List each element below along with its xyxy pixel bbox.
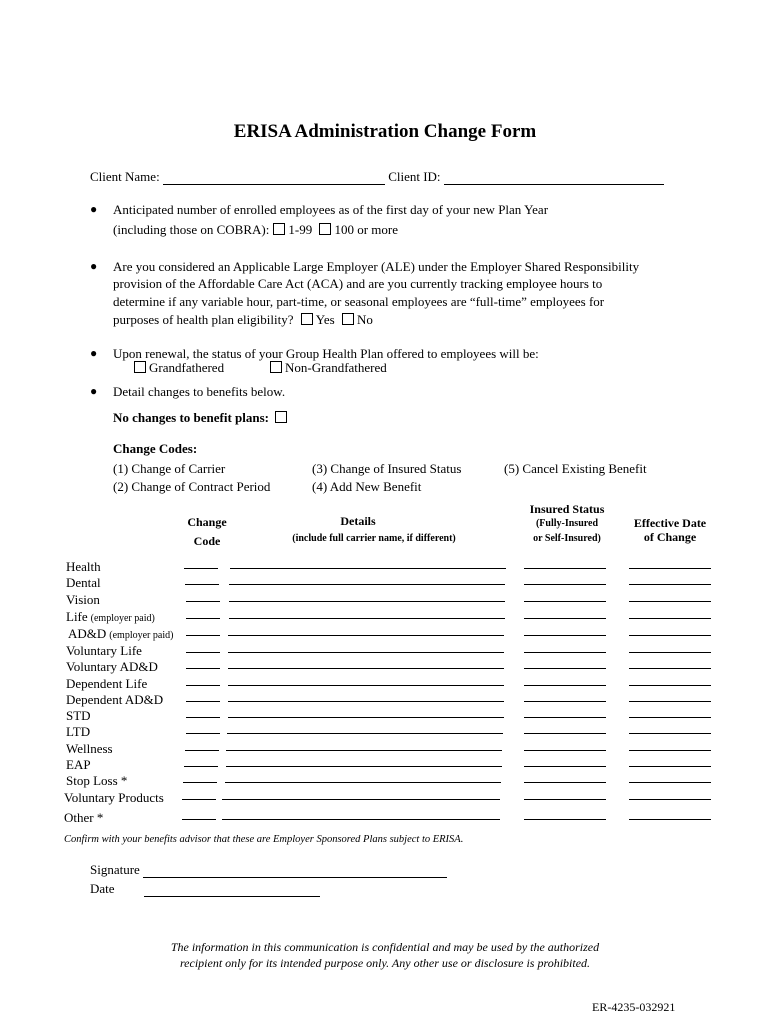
row-label: [66, 676, 147, 692]
change-code-field[interactable]: [182, 799, 216, 800]
effective-date-field[interactable]: [629, 618, 711, 619]
insured-status-field[interactable]: [524, 635, 606, 636]
checkbox-grandfathered[interactable]: [134, 361, 146, 373]
change-code-field[interactable]: [186, 733, 220, 734]
row-label-text: Voluntary Products: [64, 790, 164, 805]
effective-date-field[interactable]: [629, 701, 711, 702]
effective-date-field[interactable]: [629, 685, 711, 686]
row-label-text: EAP: [66, 757, 91, 772]
bullet-icon: ●: [90, 259, 98, 273]
col-insured-sub-2: or Self-Insured): [533, 533, 601, 544]
checkbox-ale-no[interactable]: [342, 313, 354, 325]
effective-date-field[interactable]: [629, 733, 711, 734]
no-changes-label: No changes to benefit plans:: [113, 410, 270, 425]
details-field[interactable]: [225, 782, 501, 783]
row-label: [66, 643, 142, 659]
signature-field[interactable]: [143, 865, 447, 878]
q3-opt2-label: Non-Grandfathered: [285, 360, 387, 375]
client-id-field[interactable]: [444, 172, 664, 185]
client-name-label: Client Name:: [90, 169, 160, 184]
details-field[interactable]: [229, 601, 505, 602]
checkbox-ale-yes[interactable]: [301, 313, 313, 325]
details-field[interactable]: [222, 799, 500, 800]
q3-opt2-row: [270, 360, 387, 376]
q1-line2: (including those on COBRA):: [113, 222, 270, 237]
change-code-field[interactable]: [186, 601, 220, 602]
disclaimer-line-1: The information in this communication is confidential and may be used by the authorized: [170, 940, 600, 954]
insured-status-field[interactable]: [524, 685, 606, 686]
insured-status-field[interactable]: [524, 819, 606, 820]
change-code-field[interactable]: [186, 701, 220, 702]
client-id-label: Client ID:: [388, 169, 441, 184]
row-label-text: LTD: [66, 724, 91, 739]
q4-line1: Detail changes to benefits below.: [113, 384, 286, 399]
row-label-text: Dental: [66, 575, 101, 590]
change-code-field[interactable]: [186, 652, 220, 653]
code-2: (2) Change of Contract Period: [113, 479, 271, 494]
row-label: [66, 708, 91, 724]
date-row: [90, 881, 320, 897]
change-code-field[interactable]: [186, 685, 220, 686]
signature-label: Signature: [90, 862, 140, 877]
details-field[interactable]: [230, 568, 506, 569]
effective-date-field[interactable]: [629, 819, 711, 820]
col-change-header-1: Change: [187, 515, 227, 529]
row-label-note: (employer paid): [90, 613, 155, 624]
row-label-note: (employer paid): [109, 630, 174, 641]
change-code-field[interactable]: [186, 618, 220, 619]
code-4: (4) Add New Benefit: [312, 479, 422, 494]
q3-opt1-row: [134, 360, 224, 376]
client-row: [90, 169, 664, 185]
insured-status-field[interactable]: [524, 618, 606, 619]
effective-date-field[interactable]: [629, 668, 711, 669]
insured-status-field[interactable]: [524, 717, 606, 718]
row-label-text: Stop Loss *: [66, 773, 128, 788]
client-name-field[interactable]: [163, 172, 385, 185]
effective-date-field[interactable]: [629, 635, 711, 636]
effective-date-field[interactable]: [629, 584, 711, 585]
change-code-field[interactable]: [185, 584, 219, 585]
insured-status-field[interactable]: [524, 668, 606, 669]
row-label-text: Vision: [66, 592, 100, 607]
checkbox-100-or-more[interactable]: [319, 223, 331, 235]
col-effective-header-1: Effective Date: [633, 516, 707, 530]
col-insured-header: Insured Status: [529, 502, 605, 516]
code-1: (1) Change of Carrier: [113, 461, 226, 476]
col-details-subheader: (include full carrier name, if different): [292, 533, 456, 544]
insured-status-field[interactable]: [524, 601, 606, 602]
details-field[interactable]: [228, 717, 504, 718]
change-codes-heading: Change Codes:: [113, 441, 198, 456]
details-field[interactable]: [228, 652, 504, 653]
q2-line1: Are you considered an Applicable Large Employer (ALE) under the Employer Shared Responsibility: [113, 259, 640, 274]
effective-date-field[interactable]: [629, 766, 711, 767]
q2-yes-label: Yes: [315, 312, 335, 327]
q3-line1: Upon renewal, the status of your Group Health Plan offered to employees will be:: [113, 346, 539, 361]
change-code-field[interactable]: [186, 635, 220, 636]
form-title: ERISA Administration Change Form: [233, 121, 537, 142]
code-3: (3) Change of Insured Status: [312, 461, 462, 476]
details-field[interactable]: [226, 750, 502, 751]
q1-opt1-label: 1-99: [288, 222, 313, 237]
row-label: [66, 609, 155, 625]
insured-status-field[interactable]: [524, 568, 606, 569]
confirm-note: Confirm with your benefits advisor that these are Employer Sponsored Plans subject to ERISA.: [64, 834, 464, 845]
row-label: [66, 592, 100, 608]
q1-opt2-label: 100 or more: [334, 222, 398, 237]
effective-date-field[interactable]: [629, 799, 711, 800]
row-label-text: AD&D: [68, 626, 107, 641]
details-field[interactable]: [227, 733, 503, 734]
insured-status-field[interactable]: [524, 733, 606, 734]
q1-line2-row: [113, 222, 398, 238]
details-field[interactable]: [229, 584, 505, 585]
insured-status-field[interactable]: [524, 584, 606, 585]
bullet-icon: ●: [90, 346, 98, 360]
bullet-icon: ●: [90, 384, 98, 398]
details-field[interactable]: [228, 668, 504, 669]
change-code-field[interactable]: [186, 668, 220, 669]
change-code-field[interactable]: [184, 568, 218, 569]
q2-line2: provision of the Affordable Care Act (ACA) and are you currently tracking employee hours to: [113, 276, 603, 291]
details-field[interactable]: [228, 685, 504, 686]
signature-row: [90, 862, 447, 878]
q2-line4: purposes of health plan eligibility?: [113, 312, 294, 327]
row-label-text: Voluntary Life: [66, 643, 142, 658]
details-field[interactable]: [226, 766, 502, 767]
checkbox-non-grandfathered[interactable]: [270, 361, 282, 373]
q3-opt1-label: Grandfathered: [149, 360, 225, 375]
row-label: [66, 575, 101, 591]
date-label: Date: [90, 881, 115, 896]
col-details-header: Details: [340, 514, 376, 528]
row-label: [66, 741, 113, 757]
bullet-icon: ●: [90, 202, 98, 216]
date-field[interactable]: [144, 884, 320, 897]
row-label-text: Other *: [64, 810, 104, 825]
effective-date-field[interactable]: [629, 652, 711, 653]
form-id: ER-4235-032921: [592, 1000, 676, 1014]
row-label: [64, 810, 103, 826]
row-label-text: Dependent AD&D: [66, 692, 164, 707]
row-label-text: Wellness: [66, 741, 113, 756]
effective-date-field[interactable]: [629, 568, 711, 569]
details-field[interactable]: [228, 635, 504, 636]
change-code-field[interactable]: [183, 782, 217, 783]
q2-no-label: No: [356, 312, 373, 327]
row-label: [66, 559, 101, 575]
row-label: [68, 626, 173, 642]
insured-status-field[interactable]: [524, 652, 606, 653]
col-insured-sub-1: (Fully-Insured: [535, 518, 599, 529]
row-label-text: Health: [66, 559, 101, 574]
row-label: [66, 724, 90, 740]
effective-date-field[interactable]: [629, 717, 711, 718]
col-change-header-2: Code: [193, 534, 221, 548]
details-field[interactable]: [222, 819, 500, 820]
row-label: [66, 757, 91, 773]
q2-line4-row: [113, 312, 373, 328]
checkbox-1-99[interactable]: [273, 223, 285, 235]
row-label: [66, 659, 158, 675]
row-label-text: STD: [66, 708, 91, 723]
q2-line3: determine if any variable hour, part-time, or seasonal employees are “full-time” employees for: [113, 294, 605, 309]
insured-status-field[interactable]: [524, 701, 606, 702]
insured-status-field[interactable]: [524, 782, 606, 783]
code-5: (5) Cancel Existing Benefit: [504, 461, 647, 476]
no-changes-row: [113, 410, 290, 426]
change-code-field[interactable]: [182, 819, 216, 820]
change-code-field[interactable]: [184, 766, 218, 767]
checkbox-no-changes[interactable]: [275, 411, 287, 423]
effective-date-field[interactable]: [629, 750, 711, 751]
insured-status-field[interactable]: [524, 766, 606, 767]
disclaimer-line-2: recipient only for its intended purpose only. Any other use or disclosure is prohibited.: [179, 956, 591, 970]
change-code-field[interactable]: [185, 750, 219, 751]
row-label: [66, 773, 127, 789]
details-field[interactable]: [228, 701, 504, 702]
insured-status-field[interactable]: [524, 750, 606, 751]
row-label-text: Voluntary AD&D: [66, 659, 158, 674]
details-field[interactable]: [229, 618, 505, 619]
effective-date-field[interactable]: [629, 601, 711, 602]
col-effective-header-2: of Change: [643, 530, 697, 544]
row-label: [64, 790, 164, 806]
insured-status-field[interactable]: [524, 799, 606, 800]
row-label-text: Life: [66, 609, 88, 624]
effective-date-field[interactable]: [629, 782, 711, 783]
change-code-field[interactable]: [186, 717, 220, 718]
q1-line1: Anticipated number of enrolled employees as of the first day of your new Plan Year: [113, 202, 549, 217]
row-label-text: Dependent Life: [66, 676, 148, 691]
row-label: [66, 692, 163, 708]
